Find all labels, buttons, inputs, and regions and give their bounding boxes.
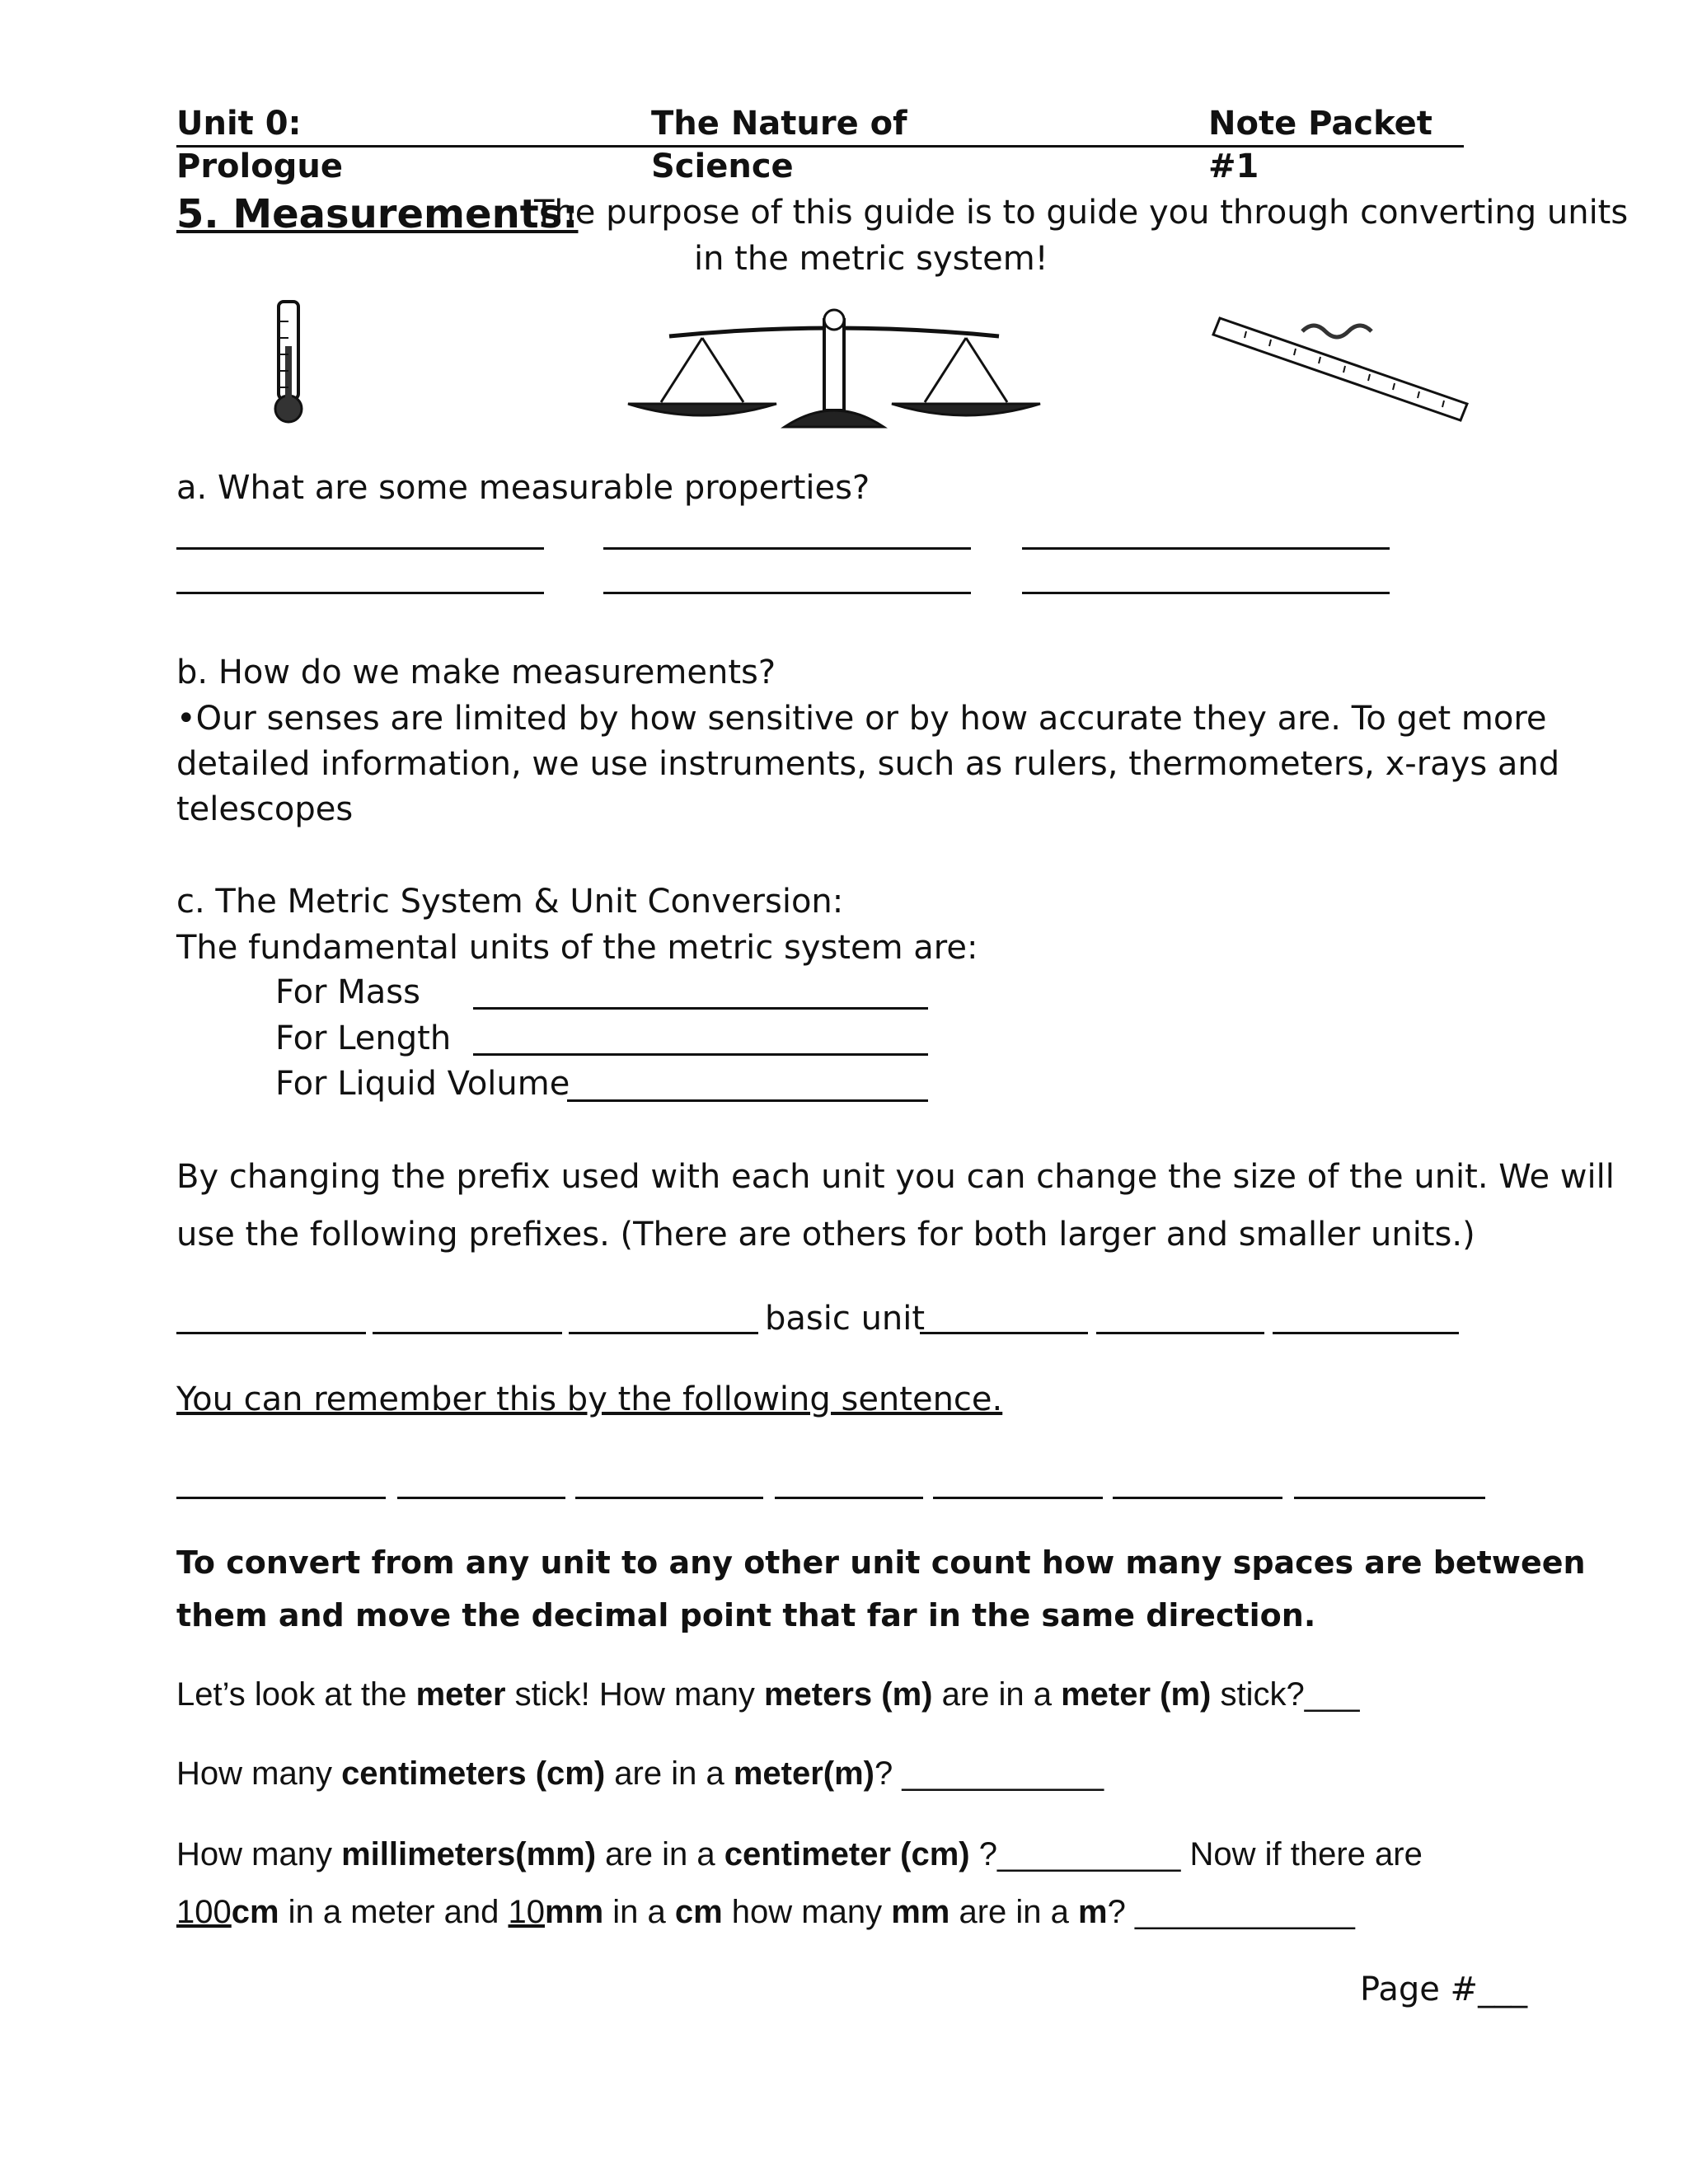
blank-mass[interactable]: [473, 1007, 928, 1010]
answer-blank-a3[interactable]: [1022, 547, 1390, 550]
part-b-line1: •Our senses are limited by how sensitive or by how accurate they are. To get more: [176, 700, 1547, 738]
question-b: b. How do we make measurements?: [176, 654, 776, 691]
prefix-blank-1[interactable]: [176, 1332, 366, 1334]
prefix-blank-4[interactable]: [920, 1332, 1088, 1334]
answer-blank-a5[interactable]: [603, 592, 971, 594]
answer-blank-a1[interactable]: [176, 547, 544, 550]
label-length: For Length: [275, 1019, 452, 1057]
section-intro-line2: in the metric system!: [694, 240, 1048, 278]
prefix-blank-2[interactable]: [373, 1332, 562, 1334]
answer-blank-a2[interactable]: [603, 547, 971, 550]
basic-unit-label: basic unit: [765, 1300, 926, 1338]
sentence-blank-5[interactable]: [933, 1497, 1103, 1499]
remember-sentence: You can remember this by the following sentence.: [176, 1380, 1003, 1418]
answer-blank-a4[interactable]: [176, 592, 544, 594]
blank-length[interactable]: [473, 1053, 928, 1056]
prefix-blank-5[interactable]: [1096, 1332, 1264, 1334]
balance-scale-icon: [620, 303, 1048, 435]
header-unit: Unit 0: Prologue: [176, 102, 432, 148]
part-b-line3: telescopes: [176, 790, 354, 828]
answer-blank-a6[interactable]: [1022, 592, 1390, 594]
prefix-blank-3[interactable]: [569, 1332, 758, 1334]
blank-volume[interactable]: [567, 1099, 928, 1102]
question-mm-in-m: 100cm in a meter and 10mm in a cm how many mm are in a m? ____________: [176, 1894, 1355, 1930]
sentence-blank-6[interactable]: [1113, 1497, 1282, 1499]
convert-line1: To convert from any unit to any other unit count how many spaces are between: [176, 1544, 1586, 1581]
prefix-line2: use the following prefixes. (There are others for both larger and smaller units.): [176, 1216, 1475, 1254]
part-c-heading: c. The Metric System & Unit Conversion:: [176, 883, 844, 921]
header-gap-2: [1014, 102, 1208, 148]
ruler-icon: [1212, 307, 1475, 430]
sentence-blank-3[interactable]: [575, 1497, 763, 1499]
question-a: a. What are some measurable properties?: [176, 469, 870, 507]
header-gap-1: [432, 102, 651, 148]
sentence-blank-1[interactable]: [176, 1497, 386, 1499]
section-intro-line1: The purpose of this guide is to guide you through converting units: [534, 194, 1629, 232]
thermometer-icon: [264, 297, 313, 429]
prefix-line1: By changing the prefix used with each unit you can change the size of the unit. We will: [176, 1158, 1615, 1196]
sentence-blank-7[interactable]: [1294, 1497, 1485, 1499]
question-meter-stick: Let’s look at the meter stick! How many meters (m) are in a meter (m) stick?___: [176, 1676, 1360, 1713]
page-number: Page #___: [1360, 1971, 1528, 2008]
part-c-fundamental: The fundamental units of the metric system are:: [176, 929, 978, 967]
section-heading: 5. Measurements:: [176, 191, 579, 237]
question-cm-in-m: How many centimeters (cm) are in a meter(m)? ___________: [176, 1755, 1104, 1792]
header-packet: Note Packet #1: [1208, 102, 1464, 148]
header-topic: The Nature of Science: [651, 102, 1014, 148]
prefix-blank-6[interactable]: [1273, 1332, 1459, 1334]
label-volume: For Liquid Volume: [275, 1065, 570, 1103]
sentence-blank-2[interactable]: [397, 1497, 565, 1499]
part-b-line2: detailed information, we use instruments, such as rulers, thermometers, x-rays and: [176, 745, 1560, 783]
question-mm-in-cm: How many millimeters(mm) are in a centimeter (cm) ?__________ Now if there are: [176, 1836, 1423, 1872]
label-mass: For Mass: [275, 973, 420, 1011]
convert-line2: them and move the decimal point that far in the same direction.: [176, 1597, 1316, 1633]
sentence-blank-4[interactable]: [775, 1497, 923, 1499]
